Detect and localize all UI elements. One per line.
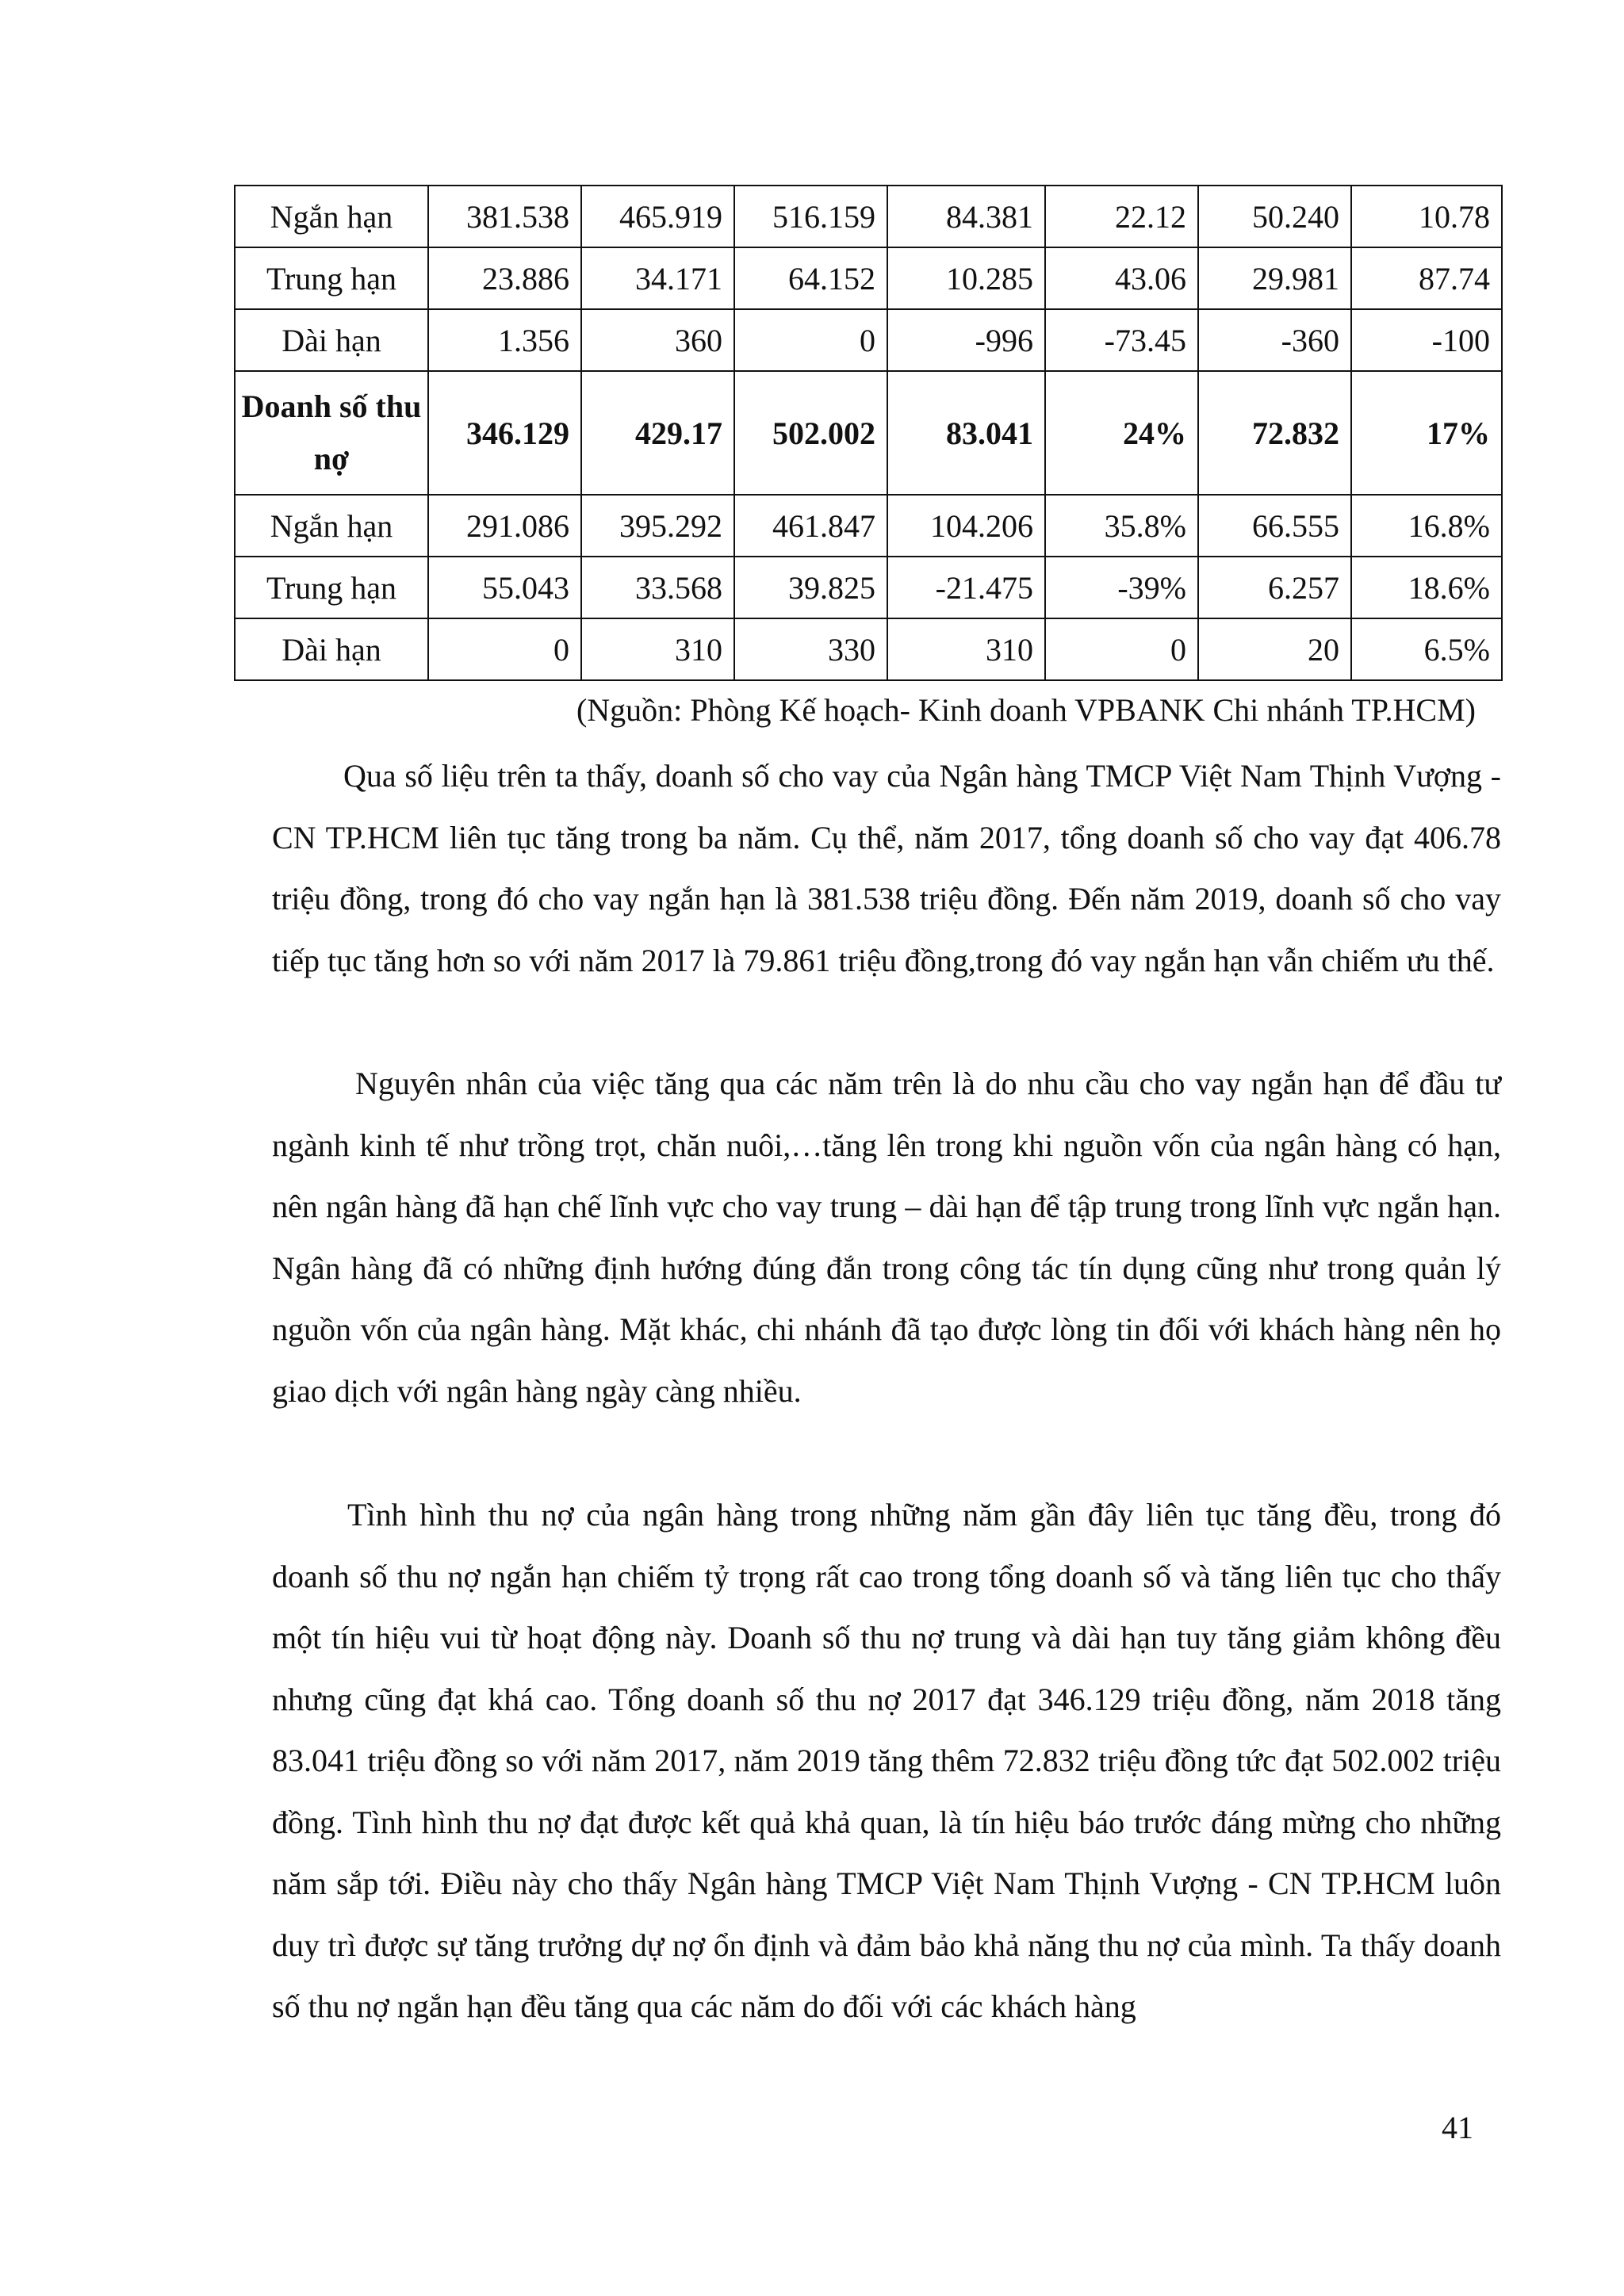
table-cell: 83.041	[887, 371, 1045, 495]
table-cell: 465.919	[581, 186, 734, 247]
body-paragraph: Tình hình thu nợ của ngân hàng trong những năm gần đây liên tục tăng đều, trong đó doanh số thu nợ ngắn hạn chiếm tỷ trọng rất cao trong tổng doanh số và tăng liên tục cho thấy một tín hiệu vui từ hoạt động này. Doanh số thu nợ trung và dài hạn tuy tăng giảm không đều nhưng cũng đạt khá cao. Tổng doanh số thu nợ 2017 đạt 346.129 triệu đồng, năm 2018 tăng 83.041 triệu đồng so với năm 2017, năm 2019 tăng thêm 72.832 triệu đồng tức đạt 502.002 triệu đồng. Tình hình thu nợ đạt được kết quả khả quan, là tín hiệu báo trước đáng mừng cho những năm sắp tới. Điều này cho thấy Ngân hàng TMCP Việt Nam Thịnh Vượng - CN TP.HCM luôn duy trì được sự tăng trưởng dự nợ ổn định và đảm bảo khả năng thu nợ của mình. Ta thấy doanh số thu nợ ngắn hạn đều tăng qua các năm do đối với các khách hàng	[272, 1497, 1501, 2024]
row-label: Dài hạn	[235, 309, 428, 371]
table-cell: 33.568	[581, 557, 734, 618]
table-cell: 87.74	[1351, 247, 1502, 309]
row-label: Trung hạn	[235, 247, 428, 309]
table-cell: 0	[1045, 618, 1198, 680]
table-cell: 23.886	[428, 247, 581, 309]
table-cell: 381.538	[428, 186, 581, 247]
table-cell: 310	[581, 618, 734, 680]
table-cell: 20	[1198, 618, 1351, 680]
table-cell: 346.129	[428, 371, 581, 495]
table-cell: -21.475	[887, 557, 1045, 618]
body-paragraph: Nguyên nhân của việc tăng qua các năm trên là do nhu cầu cho vay ngắn hạn để đầu tư ngành kinh tế như trồng trọt, chăn nuôi,…tăng lên trong khi nguồn vốn của ngân hàng có hạn, nên ngân hàng đã hạn chế lĩnh vực cho vay trung – dài hạn để tập trung trong lĩnh vực ngắn hạn. Ngân hàng đã có những định hướng đúng đắn trong công tác tín dụng cũng như trong quản lý nguồn vốn của ngân hàng. Mặt khác, chi nhánh đã tạo được lòng tin đối với khách hàng nên họ giao dịch với ngân hàng ngày càng nhiều.	[272, 1066, 1501, 1409]
table-cell: -360	[1198, 309, 1351, 371]
table-cell: -73.45	[1045, 309, 1198, 371]
loan-data-table	[234, 185, 1503, 681]
table-cell: 502.002	[734, 371, 887, 495]
table-row	[235, 495, 1502, 557]
table-cell: 6.5%	[1351, 618, 1502, 680]
row-label: Ngắn hạn	[235, 495, 428, 557]
table-row	[235, 557, 1502, 618]
table-cell: 10.285	[887, 247, 1045, 309]
table-source-note: (Nguồn: Phòng Kế hoạch- Kinh doanh VPBANK Chi nhánh TP.HCM)	[576, 692, 1476, 728]
table-cell: 429.17	[581, 371, 734, 495]
row-label: Ngắn hạn	[235, 186, 428, 247]
table-cell: 22.12	[1045, 186, 1198, 247]
body-paragraph: Qua số liệu trên ta thấy, doanh số cho vay của Ngân hàng TMCP Việt Nam Thịnh Vượng - CN TP.HCM liên tục tăng trong ba năm. Cụ thể, năm 2017, tổng doanh số cho vay đạt 406.78 triệu đồng, trong đó cho vay ngắn hạn là 381.538 triệu đồng. Đến năm 2019, doanh số cho vay tiếp tục tăng hơn so với năm 2017 là 79.861 triệu đồng,trong đó vay ngắn hạn vẫn chiếm ưu thế.	[272, 758, 1501, 978]
table-cell: 395.292	[581, 495, 734, 557]
table-cell: 0	[734, 309, 887, 371]
table-cell: 291.086	[428, 495, 581, 557]
table-cell: 330	[734, 618, 887, 680]
table-cell: 24%	[1045, 371, 1198, 495]
table-cell: 39.825	[734, 557, 887, 618]
row-label: Doanh số thu nợ	[235, 371, 428, 495]
table-cell: 84.381	[887, 186, 1045, 247]
table-cell: 16.8%	[1351, 495, 1502, 557]
table-cell: -39%	[1045, 557, 1198, 618]
table-row	[235, 247, 1502, 309]
table-cell: 310	[887, 618, 1045, 680]
table-cell: 50.240	[1198, 186, 1351, 247]
table-cell: 72.832	[1198, 371, 1351, 495]
table-cell: 516.159	[734, 186, 887, 247]
table-cell: 0	[428, 618, 581, 680]
table-cell: 1.356	[428, 309, 581, 371]
table-cell: 55.043	[428, 557, 581, 618]
table-cell: 66.555	[1198, 495, 1351, 557]
table-cell: 461.847	[734, 495, 887, 557]
table-cell: 360	[581, 309, 734, 371]
table-body	[235, 186, 1502, 680]
table-row	[235, 618, 1502, 680]
table-cell: 17%	[1351, 371, 1502, 495]
table-cell: -100	[1351, 309, 1502, 371]
table-cell: 10.78	[1351, 186, 1502, 247]
row-label: Trung hạn	[235, 557, 428, 618]
table-cell: 34.171	[581, 247, 734, 309]
table-cell: 18.6%	[1351, 557, 1502, 618]
table-row	[235, 186, 1502, 247]
table-cell: 6.257	[1198, 557, 1351, 618]
row-label: Dài hạn	[235, 618, 428, 680]
table-cell: 29.981	[1198, 247, 1351, 309]
table-cell: 35.8%	[1045, 495, 1198, 557]
table-cell: -996	[887, 309, 1045, 371]
page-number: 41	[1442, 2110, 1473, 2145]
table-cell: 64.152	[734, 247, 887, 309]
table-row	[235, 309, 1502, 371]
table-cell: 104.206	[887, 495, 1045, 557]
table-cell: 43.06	[1045, 247, 1198, 309]
table-row-total	[235, 371, 1502, 495]
